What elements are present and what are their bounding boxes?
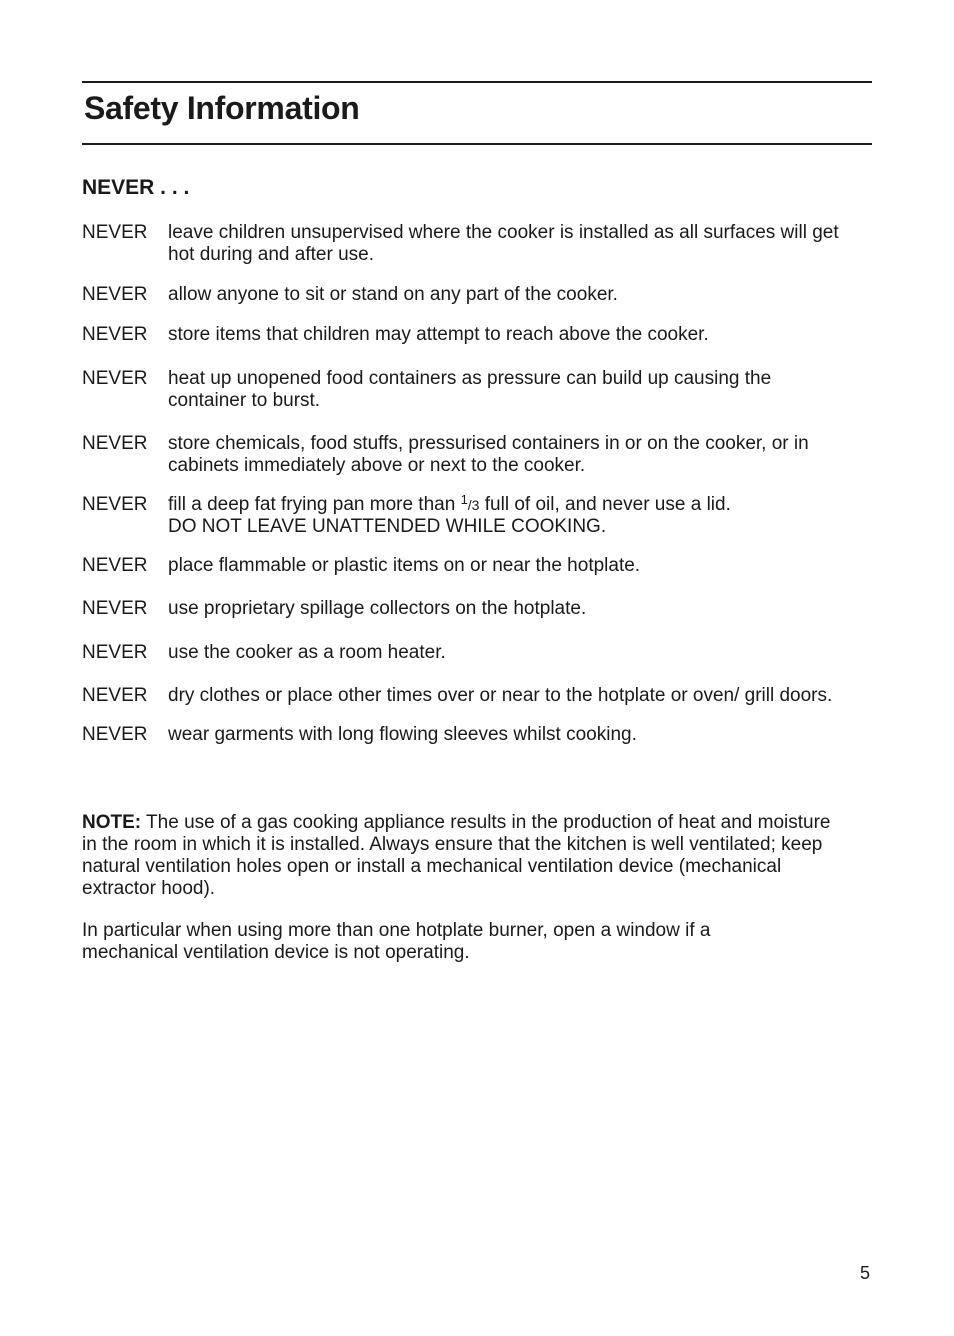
never-text: use proprietary spillage collectors on the hotplate. <box>168 598 587 619</box>
one-third-fraction <box>461 494 480 515</box>
never-item <box>82 685 842 707</box>
page-number: 5 <box>859 1263 870 1283</box>
never-keyword: NEVER <box>82 222 148 243</box>
never-text <box>168 494 842 538</box>
never-item <box>82 724 842 746</box>
never-text: use the cooker as a room heater. <box>168 642 446 663</box>
never-item <box>82 368 842 412</box>
fraction-denominator: /3 <box>467 497 480 513</box>
never-text: place flammable or plastic items on or near the hotplate. <box>168 555 641 576</box>
never-text: store chemicals, food stuffs, pressurised containers in or on the cooker, or in cabinets immediately above or next to the cooker. <box>168 433 809 476</box>
never-text: allow anyone to sit or stand on any part of the cooker. <box>168 284 618 305</box>
never-keyword: NEVER <box>82 685 148 706</box>
never-keyword: NEVER <box>82 324 148 345</box>
page-title: Safety Information <box>84 90 360 126</box>
never-keyword: NEVER <box>82 433 148 454</box>
never-item <box>82 324 842 346</box>
never-item <box>82 598 842 620</box>
never-keyword: NEVER <box>82 598 148 619</box>
never-item <box>82 284 842 306</box>
title-bottom-rule <box>82 143 872 145</box>
never-text: store items that children may attempt to reach above the cooker. <box>168 324 709 345</box>
never-keyword: NEVER <box>82 642 148 663</box>
ventilation-paragraph: In particular when using more than one hotplate burner, open a window if a mechanical ventilation device is not operating. <box>82 920 711 963</box>
never-text: dry clothes or place other times over or near to the hotplate or oven/ grill doors. <box>168 685 833 706</box>
note-label: NOTE: <box>82 812 142 833</box>
never-text-before: fill a deep fat frying pan more than <box>168 494 461 515</box>
fraction-numerator: 1 <box>460 492 468 507</box>
never-keyword: NEVER <box>82 284 148 305</box>
never-list <box>82 222 842 746</box>
never-text-after: full of oil, and never use a lid. <box>479 494 731 515</box>
never-item <box>82 222 842 266</box>
never-keyword: NEVER <box>82 555 148 576</box>
never-keyword: NEVER <box>82 494 148 515</box>
never-text: wear garments with long flowing sleeves whilst cooking. <box>168 724 637 745</box>
never-text: heat up unopened food containers as pressure can build up causing the container to burst. <box>168 368 772 411</box>
title-top-rule <box>82 81 872 83</box>
never-item <box>82 494 842 538</box>
never-text: leave children unsupervised where the cooker is installed as all surfaces will get hot during and after use. <box>168 222 839 265</box>
never-item <box>82 642 842 664</box>
note-paragraph <box>82 812 842 900</box>
note-text: The use of a gas cooking appliance results in the production of heat and moisture in the room in which it is installed. Always ensure that the kitchen is well ventilated; keep natural ventilation holes open or install a mechanical ventilation device (mechanical extractor hood). <box>82 812 831 899</box>
never-keyword: NEVER <box>82 368 148 389</box>
never-item <box>82 555 842 577</box>
never-keyword: NEVER <box>82 724 148 745</box>
never-item <box>82 433 842 477</box>
never-warning-line: DO NOT LEAVE UNATTENDED WHILE COOKING. <box>168 516 607 537</box>
section-heading: NEVER . . . <box>82 176 190 199</box>
